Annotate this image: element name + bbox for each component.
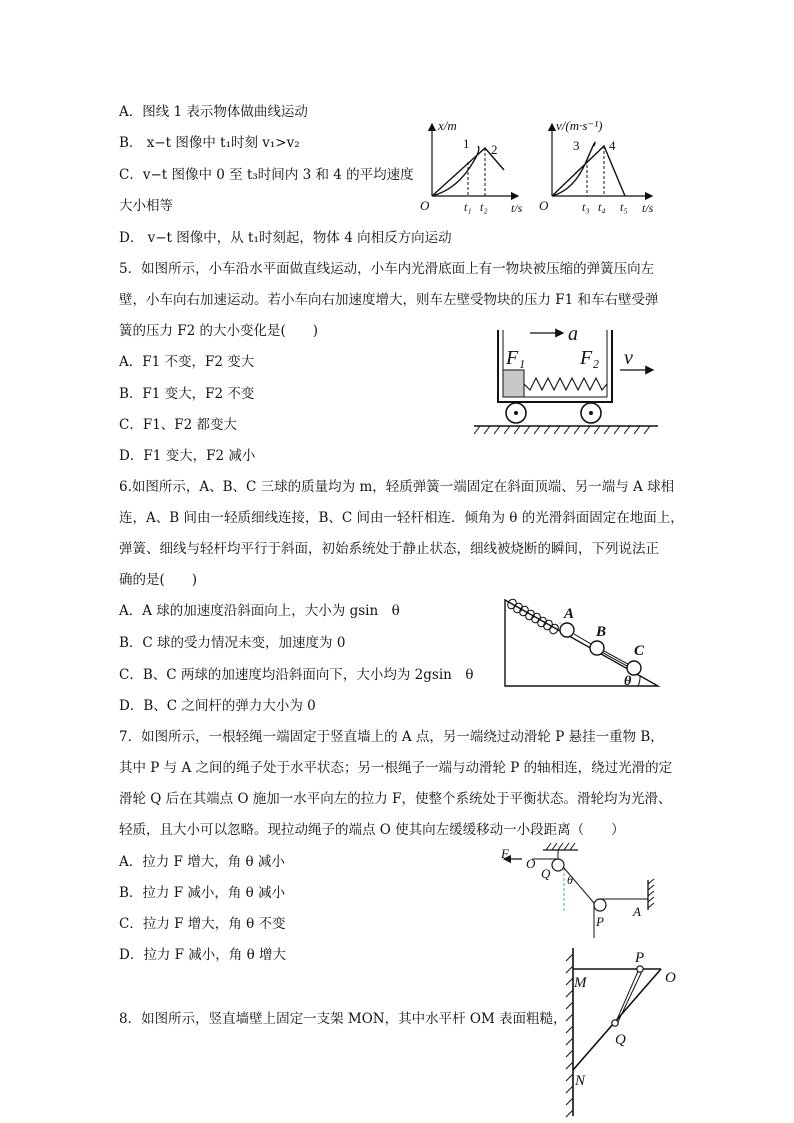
q4-option-d: D． v−t 图像中，从 t₁时刻起，物体 4 向相反方向运动 (119, 230, 452, 246)
point-m-label: M (574, 975, 587, 991)
theta-arc (638, 676, 640, 686)
pulley-q (552, 859, 564, 871)
curve-1 (432, 146, 479, 196)
q7-stem-line3: 滑轮 Q 后在其端点 O 施加一水平向左的拉力 F，使整个系统处于平衡状态。滑轮均为光滑、 (119, 791, 672, 807)
curve-1-label: 1 (463, 136, 470, 151)
q5-option-c: C．F1、F2 都变大 (119, 417, 238, 433)
pulley-q-label: Q (541, 866, 551, 881)
v-t-ylabel: v/(m·s⁻¹) (556, 118, 603, 133)
bracket-diagram (555, 944, 685, 1119)
pulley-p (594, 899, 606, 911)
q6-stem-line1: 6.如图所示，A、B、C 三球的质量均为 m，轻质弹簧一端固定在斜面顶端、另一端与 A 球相 (119, 479, 675, 495)
q5-option-a: A．F1 不变，F2 变大 (119, 354, 255, 370)
cart-diagram (468, 318, 663, 440)
string-pq (615, 969, 639, 1024)
x-t-graph (418, 112, 528, 217)
q5-stem-line2: 壁，小车向右加速运动。若小车向右加速度增大，则车左壁受物块的压力 F1 和车右壁受弹 (119, 292, 659, 308)
ball-a (560, 623, 574, 637)
q7-option-a: A．拉力 F 增大，角 θ 减小 (119, 854, 285, 870)
q6-stem-line2: 连，A、B 间由一轻质细线连接，B、C 间由一轻杆相连．倾角为 θ 的光滑斜面固定在地面上， (119, 510, 684, 526)
v-t-xlabel: t/s (642, 201, 654, 215)
point-q-label: Q (615, 1032, 626, 1048)
q5-stem-line3: 簧的压力 F2 的大小变化是( ) (119, 323, 319, 339)
point-a-label: A (633, 904, 641, 919)
x-t-origin: O (420, 198, 430, 213)
x-t-xlabel: t/s (511, 201, 523, 215)
ball-b-label: B (596, 624, 607, 640)
q6-option-a: A．A 球的加速度沿斜面向上，大小为 gsin θ (119, 603, 400, 619)
f1-label: F₁ (506, 347, 526, 369)
q4-option-c: C．v−t 图像中 0 至 t₃时间内 3 和 4 的平均速度 (119, 167, 414, 183)
line-4 (552, 146, 625, 196)
x-t-ylabel: x/m (438, 118, 457, 133)
force-label: F (501, 846, 509, 861)
q6-stem-line4: 确的是( ) (119, 572, 198, 588)
ball-b (590, 641, 604, 655)
q5-option-b: B．F1 变大，F2 不变 (119, 386, 255, 402)
q7-stem-line2: 其中 P 与 A 之间的绳子处于水平状态；另一根绳子一端与动滑轮 P 的轴相连，绕过光滑的定 (119, 760, 673, 776)
point-p-label: P (635, 950, 645, 966)
acceleration-label: a (568, 323, 578, 345)
t3-tick: t₃ (582, 200, 590, 214)
q5-option-d: D．F1 变大，F2 减小 (119, 448, 256, 464)
v-t-graph (534, 112, 664, 217)
q7-stem-line4: 轻质，且大小可以忽略。现拉动绳子的端点 O 使其向左缓缓移动一小段距离（ ） (119, 822, 625, 838)
curve-3-label: 3 (573, 138, 580, 153)
pulley-diagram (496, 838, 661, 943)
ring-p (637, 966, 643, 972)
t1-tick: t₁ (464, 200, 472, 214)
q7-option-b: B．拉力 F 减小，角 θ 减小 (119, 885, 286, 901)
q7-option-c: C．拉力 F 增大，角 θ 不变 (119, 916, 286, 932)
v-t-origin: O (539, 198, 549, 213)
line-4-label: 4 (609, 138, 616, 153)
velocity-label: v (624, 347, 633, 369)
ball-c (627, 661, 641, 675)
q4-option-c-cont: 大小相等 (119, 198, 173, 214)
q6-stem-line3: 弹簧、细线与轻杆均平行于斜面，初始系统处于静止状态，细线被烧断的瞬间，下列说法正 (119, 541, 659, 557)
q6-option-b: B．C 球的受力情况未变，加速度为 0 (119, 635, 346, 651)
f2-label: F₂ (580, 347, 600, 369)
t4-tick: t₄ (598, 200, 606, 214)
q7-option-d: D．拉力 F 减小，角 θ 增大 (119, 947, 286, 963)
q7-stem-line1: 7．如图所示，一根轻绳一端固定于竖直墙上的 A 点，另一端绕过动滑轮 P 悬挂一重物 B， (119, 729, 664, 745)
q6-option-d: D．B、C 之间杆的弹力大小为 0 (119, 698, 316, 714)
ring-q (612, 1020, 618, 1026)
q6-option-c: C．B、C 两球的加速度均沿斜面向下，大小均为 2gsin θ (119, 667, 474, 683)
point-n-label: N (575, 1073, 586, 1089)
q8-stem-line1: 8．如图所示，竖直墙壁上固定一支架 MON，其中水平杆 OM 表面粗糙， (119, 1011, 567, 1027)
ball-c-label: C (634, 643, 645, 659)
theta-label: θ (624, 674, 632, 689)
t2-tick: t₂ (480, 200, 488, 214)
point-o-label: O (526, 856, 536, 871)
theta-label: θ (567, 873, 573, 887)
block (503, 370, 524, 397)
q5-stem-line1: 5．如图所示，小车沿水平面做直线运动，小车内光滑底面上有一物块被压缩的弹簧压向左 (119, 261, 655, 277)
ground-hatch (474, 426, 650, 434)
q4-option-b: B． x−t 图像中 t₁时刻 v₁>v₂ (119, 135, 300, 151)
t5-tick: t₅ (620, 200, 628, 214)
spring (524, 378, 607, 390)
line-2-label: 2 (491, 142, 498, 157)
pulley-p-label: P (596, 914, 604, 929)
q4-option-a: A．图线 1 表示物体做曲线运动 (119, 104, 308, 120)
incline-diagram (500, 594, 665, 692)
ball-a-label: A (564, 606, 575, 622)
point-o-label: O (665, 970, 676, 986)
